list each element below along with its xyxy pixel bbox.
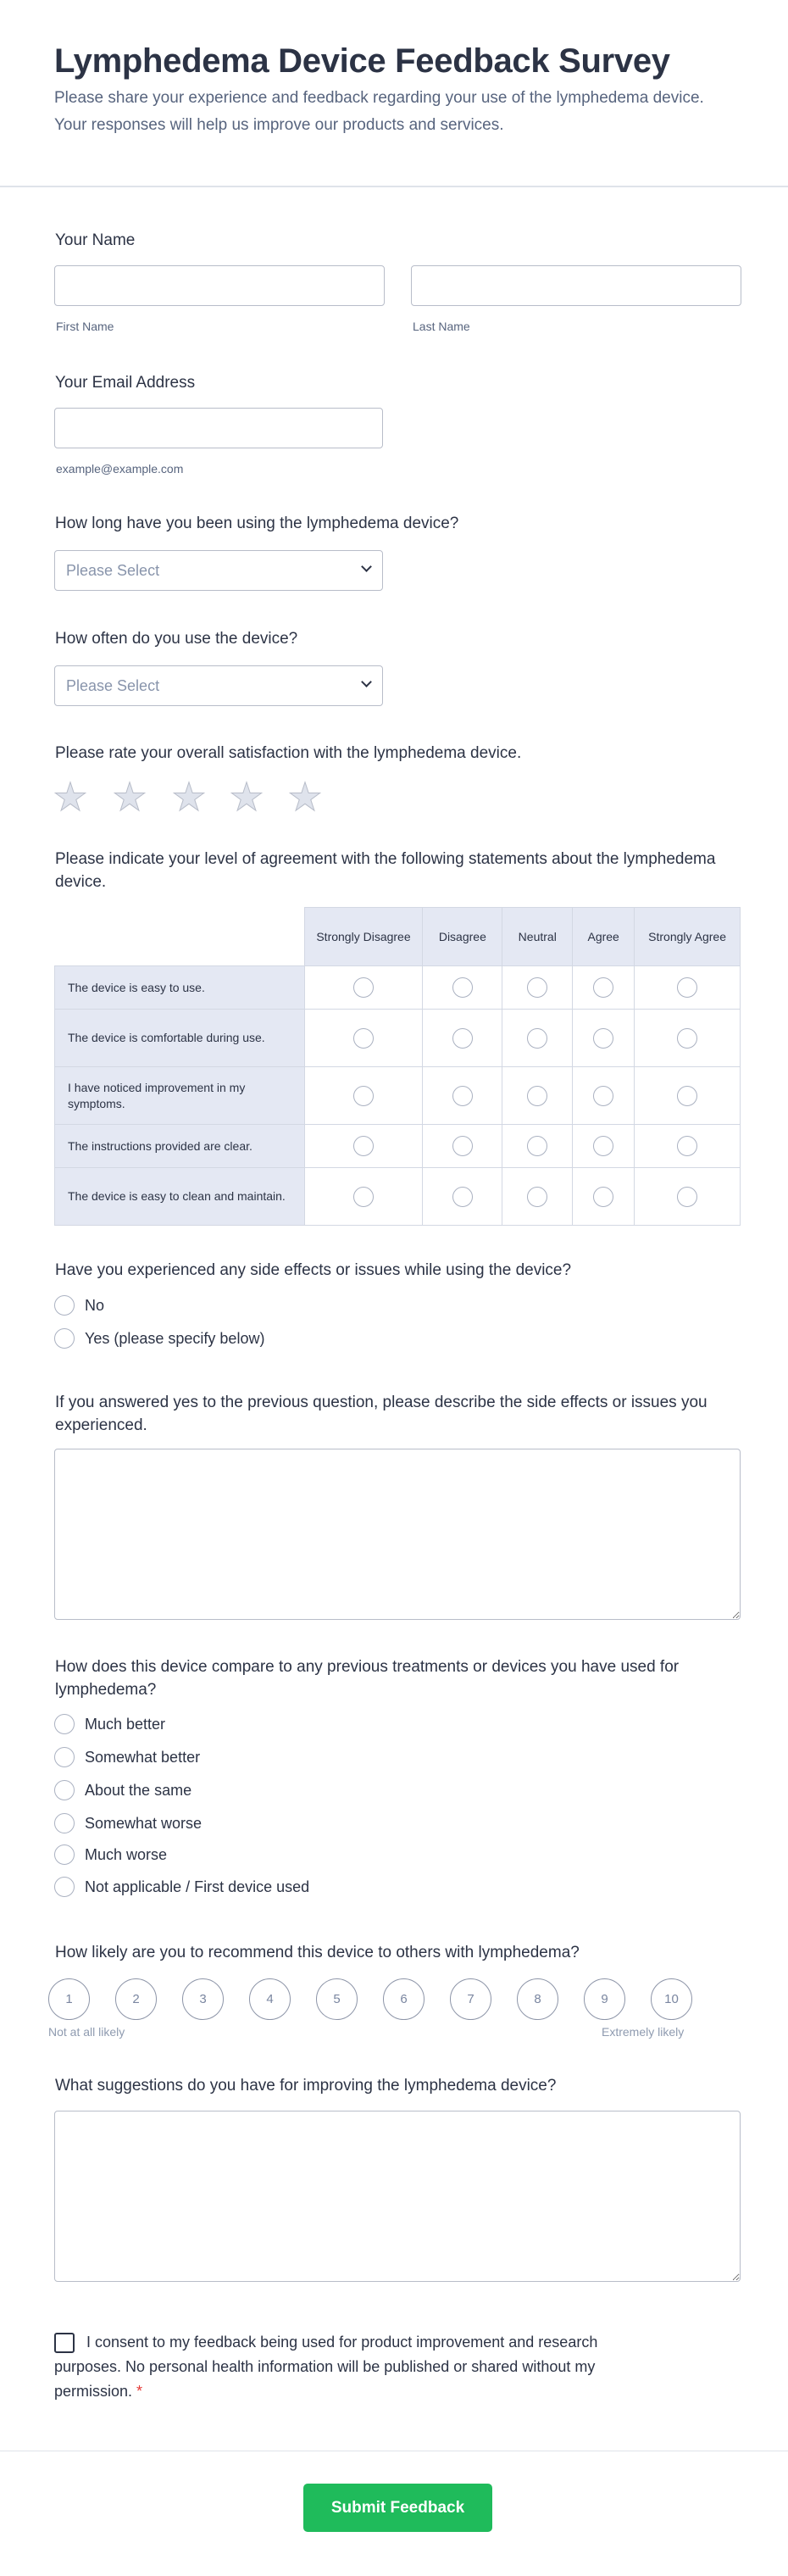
last-name-input[interactable]: [411, 265, 741, 306]
option-label: Somewhat better: [85, 1748, 201, 1766]
matrix-statement: I have noticed improvement in my symptoms.: [55, 1067, 305, 1125]
matrix-statement: The device is comfortable during use.: [55, 1010, 305, 1067]
submit-button[interactable]: Submit Feedback: [303, 2484, 492, 2532]
rating-label: Please rate your overall satisfaction with the lymphedema device.: [55, 744, 522, 762]
matrix-radio[interactable]: [452, 977, 473, 998]
matrix-radio[interactable]: [593, 1187, 613, 1207]
side-effects-detail-label: If you answered yes to the previous question, please describe the side effects or issues you experienced.: [55, 1394, 708, 1434]
agreement-matrix: [54, 907, 741, 1226]
matrix-column-header: Disagree: [423, 908, 502, 966]
nps-option[interactable]: 3: [182, 1978, 224, 2020]
compare-option[interactable]: [54, 1780, 191, 1800]
side-effects-label: Have you experienced any side effects or issues while using the device?: [55, 1261, 572, 1279]
compare-option[interactable]: [54, 1844, 167, 1865]
frequency-label: How often do you use the device?: [55, 630, 298, 648]
page-description: Please share your experience and feedback regarding your use of the lymphedema device. Your responses will help us improve our products and services.: [54, 89, 704, 134]
chevron-down-icon: [361, 676, 372, 687]
matrix-radio[interactable]: [527, 977, 547, 998]
radio[interactable]: [54, 1877, 75, 1897]
matrix-label: Please indicate your level of agreement with the following statements about the lymphedema device.: [55, 850, 716, 891]
matrix-radio[interactable]: [593, 1136, 613, 1156]
option-label: Much worse: [85, 1845, 168, 1863]
nps-option[interactable]: 9: [584, 1978, 625, 2020]
nps-label: How likely are you to recommend this device to others with lymphedema?: [55, 1944, 580, 1961]
frequency-select[interactable]: [54, 665, 383, 706]
side-effects-option-no[interactable]: [54, 1295, 104, 1316]
nps-high-label: Extremely likely: [602, 2025, 685, 2039]
matrix-radio[interactable]: [527, 1086, 547, 1106]
side-effects-option-yes[interactable]: [54, 1328, 264, 1349]
compare-option[interactable]: [54, 1877, 309, 1897]
nps-option[interactable]: 1: [48, 1978, 90, 2020]
matrix-row: [55, 966, 741, 1010]
option-label: Somewhat worse: [85, 1814, 203, 1832]
matrix-radio[interactable]: [353, 1136, 374, 1156]
radio[interactable]: [54, 1328, 75, 1349]
matrix-radio[interactable]: [593, 977, 613, 998]
matrix-statement: The device is easy to use.: [55, 966, 305, 1010]
matrix-radio[interactable]: [353, 977, 374, 998]
email-input[interactable]: [54, 408, 383, 448]
matrix-radio[interactable]: [527, 1136, 547, 1156]
matrix-radio[interactable]: [677, 1187, 697, 1207]
matrix-row: [55, 1010, 741, 1067]
suggestions-label: What suggestions do you have for improving the lymphedema device?: [55, 2077, 557, 2095]
compare-label: How does this device compare to any previous treatments or devices you have used for lymphedema?: [55, 1658, 680, 1699]
name-label: Your Name: [55, 231, 136, 249]
email-sublabel: example@example.com: [56, 462, 184, 476]
radio[interactable]: [54, 1813, 75, 1833]
page-title: Lymphedema Device Feedback Survey: [54, 42, 670, 80]
duration-select[interactable]: [54, 550, 383, 591]
matrix-radio[interactable]: [527, 1028, 547, 1049]
header-divider: [0, 186, 788, 187]
matrix-radio[interactable]: [452, 1136, 473, 1156]
nps-option[interactable]: 5: [316, 1978, 358, 2020]
first-name-input[interactable]: [54, 265, 385, 306]
nps-option[interactable]: 8: [517, 1978, 558, 2020]
nps-option[interactable]: 2: [115, 1978, 157, 2020]
matrix-radio[interactable]: [677, 1086, 697, 1106]
matrix-radio[interactable]: [527, 1187, 547, 1207]
matrix-radio[interactable]: [677, 1136, 697, 1156]
required-mark: *: [136, 2383, 143, 2400]
matrix-radio[interactable]: [677, 977, 697, 998]
radio[interactable]: [54, 1747, 75, 1767]
matrix-column-header: Neutral: [502, 908, 573, 966]
matrix-statement: The device is easy to clean and maintain.: [55, 1168, 305, 1226]
nps-option[interactable]: 4: [249, 1978, 291, 2020]
option-label: About the same: [85, 1781, 192, 1799]
matrix-column-header: Agree: [573, 908, 635, 966]
option-label: No: [85, 1296, 105, 1314]
star-icon[interactable]: ★: [287, 775, 323, 819]
matrix-statement: The instructions provided are clear.: [55, 1125, 305, 1168]
option-label: Yes (please specify below): [85, 1329, 265, 1347]
matrix-radio[interactable]: [677, 1028, 697, 1049]
star-icon[interactable]: ★: [171, 775, 207, 819]
matrix-radio[interactable]: [593, 1086, 613, 1106]
frequency-placeholder: Please Select: [66, 677, 160, 694]
last-name-sublabel: Last Name: [413, 320, 470, 333]
compare-option[interactable]: [54, 1747, 200, 1767]
radio[interactable]: [54, 1714, 75, 1734]
star-icon[interactable]: ★: [229, 775, 264, 819]
nps-option[interactable]: 6: [383, 1978, 425, 2020]
compare-option[interactable]: [54, 1813, 202, 1833]
matrix-row: [55, 1168, 741, 1226]
email-label: Your Email Address: [55, 374, 196, 392]
matrix-radio[interactable]: [353, 1086, 374, 1106]
suggestions-textarea[interactable]: [54, 2111, 741, 2282]
duration-label: How long have you been using the lymphedema device?: [55, 515, 459, 532]
duration-placeholder: Please Select: [66, 562, 160, 579]
option-label: Not applicable / First device used: [85, 1878, 310, 1895]
matrix-radio[interactable]: [452, 1086, 473, 1106]
nps-low-label: Not at all likely: [48, 2025, 125, 2039]
radio[interactable]: [54, 1780, 75, 1800]
matrix-radio[interactable]: [452, 1187, 473, 1207]
matrix-radio[interactable]: [353, 1028, 374, 1049]
matrix-radio[interactable]: [353, 1187, 374, 1207]
option-label: Much better: [85, 1715, 166, 1733]
consent-text: I consent to my feedback being used for product improvement and research purposes. No personal health information will be published or shared without my permission.: [54, 2334, 598, 2400]
matrix-row: [55, 1125, 741, 1168]
matrix-row: [55, 1067, 741, 1125]
compare-option[interactable]: [54, 1714, 165, 1734]
matrix-radio[interactable]: [452, 1028, 473, 1049]
consent-label: [54, 2330, 647, 2404]
first-name-sublabel: First Name: [56, 320, 114, 333]
nps-option[interactable]: 10: [651, 1978, 692, 2020]
chevron-down-icon: [361, 561, 372, 572]
radio[interactable]: [54, 1844, 75, 1865]
matrix-column-header: Strongly Agree: [635, 908, 741, 966]
nps-option[interactable]: 7: [450, 1978, 491, 2020]
side-effects-textarea[interactable]: [54, 1449, 741, 1620]
star-icon[interactable]: ★: [53, 775, 88, 819]
matrix-column-header: Strongly Disagree: [304, 908, 423, 966]
star-icon[interactable]: ★: [112, 775, 147, 819]
radio[interactable]: [54, 1295, 75, 1316]
matrix-radio[interactable]: [593, 1028, 613, 1049]
